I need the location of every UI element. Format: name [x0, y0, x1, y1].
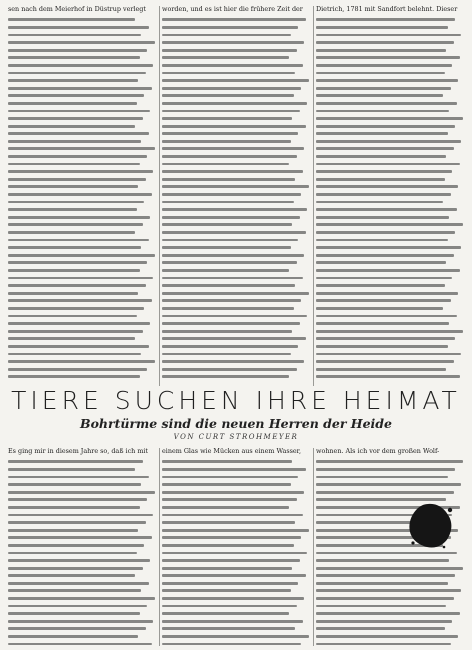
text-line	[8, 345, 149, 348]
text-line	[316, 345, 448, 348]
text-line	[8, 582, 149, 585]
text-line	[316, 261, 446, 264]
text-line	[8, 208, 137, 211]
text-line	[162, 284, 295, 287]
text-line	[8, 41, 155, 44]
text-line	[8, 170, 153, 173]
text-line	[162, 567, 292, 570]
text-line	[8, 277, 153, 280]
text-line	[162, 514, 303, 517]
text-line	[316, 635, 458, 638]
text-line	[8, 216, 150, 219]
text-line	[162, 574, 306, 577]
text-line	[162, 483, 291, 486]
text-line	[8, 155, 147, 158]
text-line	[8, 56, 140, 59]
text-line	[8, 315, 137, 318]
article-subtitle: Bohrtürme sind die neuen Herren der Heide	[80, 416, 392, 431]
text-line	[316, 491, 454, 494]
text-line	[8, 87, 152, 90]
text-line	[162, 102, 307, 105]
column-divider	[313, 6, 314, 386]
text-line	[8, 261, 147, 264]
text-line	[316, 468, 455, 471]
text-line	[316, 56, 460, 59]
text-line	[8, 163, 140, 166]
column-first-line: wohnen. Als ich vor dem großen Wolf-	[316, 448, 440, 455]
text-line	[316, 102, 457, 105]
text-line	[316, 627, 445, 630]
text-line	[8, 284, 146, 287]
text-line	[162, 163, 289, 166]
text-line	[316, 79, 458, 82]
column-divider	[159, 448, 160, 646]
text-line	[316, 231, 455, 234]
text-line	[316, 147, 454, 150]
text-line	[316, 292, 458, 295]
text-line	[8, 337, 135, 340]
text-line	[8, 178, 146, 181]
text-line	[8, 18, 135, 21]
text-line	[8, 589, 141, 592]
text-line	[316, 110, 449, 113]
text-line	[8, 132, 149, 135]
text-line	[162, 330, 292, 333]
text-line	[8, 514, 153, 517]
text-line	[316, 34, 461, 37]
text-line	[316, 117, 463, 120]
text-line	[162, 360, 304, 363]
text-line	[162, 125, 306, 128]
text-line	[162, 315, 307, 318]
text-line	[316, 643, 451, 646]
text-line	[162, 18, 306, 21]
text-line	[8, 102, 137, 105]
text-line	[8, 375, 140, 378]
text-line	[162, 216, 300, 219]
column-first-line: Dietrich, 1781 mit Sandfort belehnt. Dieser	[316, 6, 458, 13]
article-headline: TIERE SUCHEN IHRE HEIMAT	[11, 386, 461, 415]
text-line	[8, 353, 141, 356]
text-line	[8, 72, 146, 75]
text-line	[8, 64, 153, 67]
text-line	[316, 360, 454, 363]
text-line	[8, 476, 149, 479]
text-line	[8, 292, 138, 295]
upper-column-2	[162, 6, 310, 386]
text-line	[162, 41, 304, 44]
text-line	[162, 277, 303, 280]
text-line	[162, 589, 291, 592]
text-line	[162, 468, 306, 471]
column-first-line: sen nach dem Meierhof in Düstrup verlegt	[8, 6, 146, 13]
text-line	[8, 49, 147, 52]
text-line	[316, 315, 457, 318]
text-line	[8, 544, 144, 547]
text-line	[8, 147, 155, 150]
column-divider	[313, 448, 314, 646]
text-line	[162, 72, 295, 75]
text-line	[8, 529, 138, 532]
text-line	[162, 147, 304, 150]
text-line	[316, 254, 454, 257]
text-line	[162, 521, 295, 524]
text-line	[316, 155, 446, 158]
text-line	[8, 94, 144, 97]
text-line	[162, 239, 298, 242]
text-line	[316, 193, 451, 196]
text-line	[162, 322, 300, 325]
text-line	[8, 460, 143, 463]
text-line	[316, 574, 455, 577]
text-line	[162, 155, 297, 158]
text-line	[162, 506, 289, 509]
column-text-lines	[162, 18, 310, 378]
text-line	[8, 368, 147, 371]
text-line	[162, 544, 294, 547]
text-line	[316, 375, 460, 378]
text-line	[316, 216, 449, 219]
text-line	[162, 460, 292, 463]
text-line	[316, 246, 461, 249]
lower-column-2	[162, 448, 310, 646]
text-line	[316, 620, 452, 623]
text-line	[162, 552, 307, 555]
text-line	[316, 552, 457, 555]
text-line	[162, 185, 309, 188]
text-line	[8, 536, 152, 539]
text-line	[8, 193, 152, 196]
text-line	[162, 79, 309, 82]
text-line	[316, 26, 448, 29]
text-line	[316, 277, 452, 280]
text-line	[162, 643, 301, 646]
text-line	[316, 559, 449, 562]
text-line	[162, 34, 291, 37]
text-line	[162, 49, 297, 52]
text-line	[316, 41, 454, 44]
text-line	[8, 574, 135, 577]
text-line	[162, 292, 309, 295]
text-line	[316, 163, 460, 166]
column-text-lines	[316, 460, 464, 645]
text-line	[8, 246, 141, 249]
text-line	[316, 170, 452, 173]
text-line	[8, 125, 135, 128]
text-line	[162, 110, 300, 113]
text-line	[162, 605, 297, 608]
upper-column-1	[8, 6, 156, 386]
text-line	[162, 498, 297, 501]
text-line	[162, 246, 291, 249]
text-line	[8, 627, 146, 630]
text-line	[316, 239, 448, 242]
text-line	[316, 49, 446, 52]
column-divider	[159, 6, 160, 386]
article-header	[0, 386, 472, 448]
text-line	[162, 345, 298, 348]
text-line	[316, 337, 455, 340]
text-line	[316, 582, 448, 585]
text-line	[316, 284, 445, 287]
text-line	[162, 170, 303, 173]
text-line	[316, 178, 445, 181]
text-line	[162, 299, 301, 302]
text-line	[162, 536, 301, 539]
text-line	[316, 269, 460, 272]
text-line	[8, 597, 155, 600]
text-line	[316, 476, 448, 479]
text-line	[162, 627, 295, 630]
text-line	[8, 498, 147, 501]
text-line	[8, 506, 140, 509]
column-text-lines	[8, 18, 156, 378]
text-line	[8, 491, 155, 494]
text-line	[8, 612, 140, 615]
lower-column-1	[8, 448, 156, 646]
lower-text-columns	[8, 448, 464, 646]
text-line	[162, 529, 309, 532]
text-line	[316, 185, 458, 188]
text-line	[316, 125, 455, 128]
text-line	[162, 231, 306, 234]
text-line	[316, 87, 451, 90]
text-line	[8, 299, 152, 302]
text-line	[316, 460, 463, 463]
text-line	[8, 521, 146, 524]
text-line	[162, 491, 304, 494]
text-line	[162, 132, 298, 135]
text-line	[162, 261, 297, 264]
column-first-line: worden, und es ist hier die frühere Zeit der	[162, 6, 303, 13]
text-line	[316, 483, 461, 486]
text-line	[316, 368, 446, 371]
text-line	[8, 140, 141, 143]
text-line	[8, 34, 141, 37]
column-text-lines	[316, 18, 464, 378]
text-line	[316, 94, 443, 97]
text-line	[8, 635, 138, 638]
text-line	[162, 597, 304, 600]
text-line	[316, 605, 446, 608]
text-line	[316, 589, 461, 592]
ink-stain	[408, 502, 454, 550]
text-line	[162, 193, 301, 196]
text-line	[316, 330, 463, 333]
text-line	[162, 375, 289, 378]
text-line	[8, 330, 143, 333]
text-line	[162, 307, 294, 310]
text-line	[8, 26, 149, 29]
text-line	[162, 612, 289, 615]
text-line	[162, 620, 303, 623]
text-line	[8, 620, 153, 623]
text-line	[162, 368, 297, 371]
text-line	[316, 612, 460, 615]
text-line	[162, 56, 289, 59]
text-line	[316, 353, 461, 356]
text-line	[162, 559, 300, 562]
text-line	[8, 605, 147, 608]
text-line	[8, 307, 144, 310]
text-line	[8, 360, 155, 363]
text-line	[316, 64, 452, 67]
text-line	[8, 201, 144, 204]
text-line	[162, 140, 291, 143]
text-line	[162, 64, 303, 67]
text-line	[162, 337, 306, 340]
column-first-line: Es ging mir in diesem Jahre so, daß ich mit	[8, 448, 148, 455]
text-line	[8, 483, 141, 486]
column-text-lines	[162, 460, 310, 645]
text-line	[8, 559, 150, 562]
text-line	[316, 322, 449, 325]
column-first-line: einem Glas wie Mücken aus einem Wasser,	[162, 448, 302, 455]
upper-text-columns	[8, 6, 464, 386]
text-line	[8, 231, 135, 234]
text-line	[8, 117, 143, 120]
text-line	[316, 201, 443, 204]
text-line	[316, 307, 443, 310]
text-line	[8, 643, 152, 646]
text-line	[8, 322, 150, 325]
text-line	[162, 208, 307, 211]
text-line	[316, 597, 454, 600]
text-line	[8, 468, 135, 471]
text-line	[162, 178, 295, 181]
text-line	[316, 299, 451, 302]
text-line	[316, 140, 461, 143]
text-line	[162, 201, 294, 204]
text-line	[162, 117, 292, 120]
text-line	[316, 223, 463, 226]
text-line	[8, 79, 138, 82]
text-line	[162, 94, 294, 97]
text-line	[8, 269, 140, 272]
text-line	[162, 223, 292, 226]
text-line	[316, 567, 463, 570]
text-line	[162, 582, 298, 585]
text-line	[8, 239, 149, 242]
text-line	[316, 132, 448, 135]
text-line	[316, 498, 446, 501]
article-byline: VON CURT STROHMEYER	[173, 433, 299, 441]
text-line	[316, 18, 455, 21]
text-line	[162, 269, 289, 272]
text-line	[162, 635, 309, 638]
text-line	[8, 254, 155, 257]
text-line	[316, 208, 457, 211]
text-line	[162, 353, 291, 356]
text-line	[8, 567, 143, 570]
upper-column-3	[316, 6, 464, 386]
text-line	[8, 185, 138, 188]
text-line	[8, 110, 150, 113]
text-line	[162, 476, 298, 479]
text-line	[8, 552, 137, 555]
column-text-lines	[8, 460, 156, 645]
text-line	[162, 87, 301, 90]
text-line	[8, 223, 143, 226]
text-line	[316, 72, 445, 75]
text-line	[162, 26, 298, 29]
text-line	[162, 254, 304, 257]
